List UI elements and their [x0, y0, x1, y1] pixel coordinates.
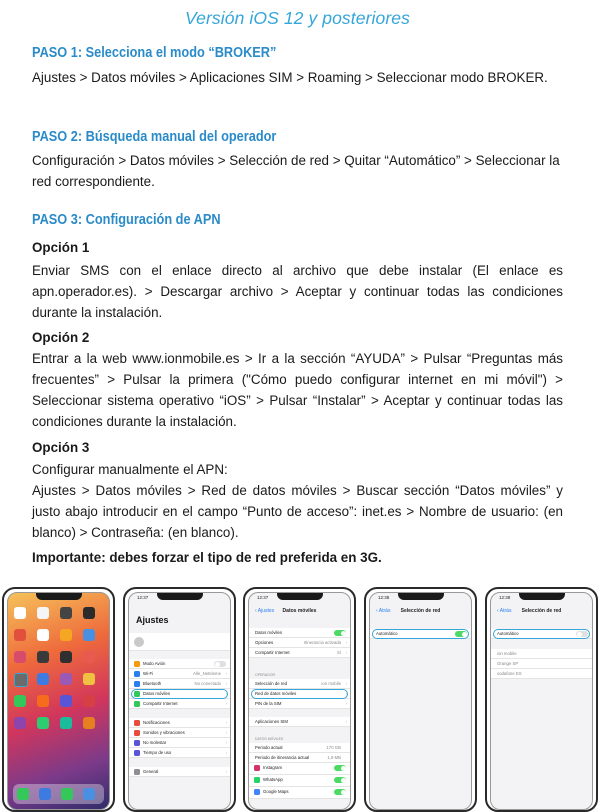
row-current-period: [249, 743, 350, 753]
step2-title: PASO 2: Búsqueda manual del operador: [32, 129, 277, 145]
status-time: 12:37: [137, 595, 149, 600]
option2-title: Opción 2: [32, 330, 90, 345]
nav-title: Selección de red: [400, 608, 441, 614]
row-label: Google Maps: [263, 789, 289, 794]
roaming-period-value: 1,8 MB: [327, 755, 341, 760]
chevron-right-icon: ›: [225, 720, 227, 725]
row-label: Datos móviles: [143, 691, 170, 696]
phone-notch: [398, 593, 444, 600]
settings-highlight-icon[interactable]: [14, 673, 28, 687]
status-time: 12:38: [378, 595, 390, 600]
phone-app-icon[interactable]: [17, 788, 29, 800]
back-label: Atrás: [499, 608, 512, 614]
home-screen-wallpaper: [7, 592, 110, 810]
row-label: PIN de la SIM: [255, 701, 282, 706]
network-option-3[interactable]: [491, 669, 592, 679]
row-label: Periodo de itinerancia actual: [255, 755, 310, 760]
automatic-highlight: [372, 629, 469, 639]
row-label: Compartir Internet: [143, 701, 178, 706]
notes-app-icon[interactable]: [37, 629, 49, 641]
phone-notch: [36, 593, 82, 600]
step3-title: PASO 3: Configuración de APN: [32, 212, 221, 228]
news-app-icon[interactable]: [83, 695, 95, 707]
row-label: Wi-Fi: [143, 671, 154, 676]
row-options[interactable]: [249, 638, 350, 648]
cellular-network-highlight: [251, 689, 348, 699]
status-time: 12:38: [499, 595, 511, 600]
row-share-internet[interactable]: [249, 648, 350, 658]
row-label: Notificaciones: [143, 720, 170, 725]
row-label: Opciones: [255, 640, 274, 645]
row-sounds[interactable]: [129, 728, 230, 738]
row-label: Bluetooth: [143, 681, 162, 686]
row-roaming-period: [249, 753, 350, 763]
notifications-icon: [134, 720, 140, 726]
nav-bar: [497, 608, 586, 614]
network-selection-manual-screen: [490, 592, 593, 810]
row-screen-time[interactable]: [129, 748, 230, 758]
automatic-highlight: [493, 629, 590, 639]
row-label: General: [143, 769, 159, 774]
chevron-right-icon: ›: [345, 701, 347, 706]
profile-row[interactable]: [129, 633, 230, 651]
row-label: Aplicaciones SIM: [255, 719, 288, 724]
bluetooth-value: No conectado: [194, 681, 221, 686]
calendar-app-icon[interactable]: [14, 607, 26, 619]
phone-mobile-data: [243, 587, 356, 812]
row-bluetooth[interactable]: [129, 679, 230, 689]
settings-screen: [128, 592, 231, 810]
chevron-right-icon: ›: [345, 719, 347, 724]
nav-bar: [255, 608, 344, 614]
option1-title: Opción 1: [32, 240, 90, 255]
phone-network-manual: [485, 587, 598, 812]
current-period-value: 170 GB: [326, 745, 341, 750]
option3-text: Ajustes > Datos móviles > Red de datos móviles > Buscar sección “Datos móviles” y justo abajo introducir en el campo “Punto de acceso”: inet.es > Nombre de usuario: (en blanco) > Contraseña: (en blanco).: [32, 483, 563, 540]
mobile-data-toggle[interactable]: [334, 630, 346, 636]
share-value: Sí: [336, 650, 341, 655]
safari-app-icon[interactable]: [39, 788, 51, 800]
instagram-toggle[interactable]: [334, 765, 346, 771]
maps-toggle[interactable]: [334, 789, 346, 795]
reminders-app-icon[interactable]: [60, 629, 72, 641]
network-value: ion mobile: [321, 681, 341, 686]
section-operator: OPERADOR: [255, 673, 276, 677]
mail-app-icon[interactable]: [83, 788, 95, 800]
chevron-right-icon: ›: [225, 730, 227, 735]
bluetooth-icon: [134, 681, 140, 687]
row-sim-pin[interactable]: [249, 699, 350, 709]
row-label: WhatsApp: [263, 777, 283, 782]
row-label: Periodo actual: [255, 745, 283, 750]
books-app-icon[interactable]: [37, 695, 49, 707]
camera-app-icon[interactable]: [60, 607, 72, 619]
row-do-not-disturb[interactable]: [129, 738, 230, 748]
tv-app-icon[interactable]: [60, 695, 72, 707]
settings-title: Ajustes: [136, 615, 169, 625]
document-title: Versión iOS 12 y posteriores: [185, 8, 410, 28]
back-button[interactable]: ‹ Atrás: [497, 608, 512, 614]
back-label: Ajustes: [257, 608, 275, 614]
chevron-right-icon: ›: [225, 740, 227, 745]
options-value: Itinerancia activada: [303, 640, 341, 645]
airplane-icon: [134, 661, 140, 667]
phone-network-auto: [364, 587, 477, 812]
mobile-data-screen: [248, 592, 351, 810]
music-app-icon[interactable]: [83, 651, 95, 663]
app-store-icon[interactable]: [37, 673, 49, 685]
network-option-1[interactable]: [491, 649, 592, 659]
wifi-icon: [134, 671, 140, 677]
important-note: Importante: debes forzar el tipo de red preferida en 3G.: [32, 550, 382, 565]
avatar: [134, 637, 144, 647]
gear-icon: [134, 769, 140, 775]
airplane-toggle[interactable]: [214, 661, 226, 667]
option1-text: Enviar SMS con el enlace directo al archivo que debe instalar (El enlace es apn.operador.es). > Descargar archivo > Aceptar y continuar todas las condiciones durante la instalación.: [32, 263, 563, 320]
hotspot-icon: [134, 701, 140, 707]
maps-icon: [254, 789, 260, 795]
chevron-right-icon: ›: [345, 691, 347, 696]
shortcuts-app-icon[interactable]: [14, 717, 26, 729]
podcasts-app-icon[interactable]: [60, 673, 72, 685]
network-option-2[interactable]: [491, 659, 592, 669]
row-label: Automático: [376, 631, 398, 636]
itunes-app-icon[interactable]: [14, 651, 26, 663]
facetime-app-icon[interactable]: [14, 695, 26, 707]
hourglass-icon: [134, 750, 140, 756]
phone-home-screen: [2, 587, 115, 812]
wallet-app-icon[interactable]: [60, 651, 72, 663]
moon-icon: [134, 740, 140, 746]
row-label: Tiempo de uso: [143, 750, 172, 755]
phone-notch: [157, 593, 203, 600]
back-label: Atrás: [378, 608, 391, 614]
section-mobile-data: DATOS MÓVILES: [255, 737, 284, 741]
back-button[interactable]: ‹ Atrás: [376, 608, 391, 614]
settings-app-icon[interactable]: [37, 651, 49, 663]
chevron-right-icon: ›: [345, 681, 347, 686]
chevron-right-icon: ›: [225, 681, 227, 686]
chevron-right-icon: ›: [225, 769, 227, 774]
chevron-right-icon: ›: [225, 701, 227, 706]
weather-app-icon[interactable]: [83, 629, 95, 641]
step1-title: PASO 1: Selecciona el modo “BROKER”: [32, 45, 277, 61]
option3-intro: Configurar manualmente el APN:: [32, 462, 228, 477]
sounds-icon: [134, 730, 140, 736]
row-label: No molestar: [143, 740, 167, 745]
phone-notch: [277, 593, 323, 600]
row-network-selection[interactable]: [249, 679, 350, 689]
nav-bar: [376, 608, 465, 614]
row-label: Red de datos móviles: [255, 691, 297, 696]
nav-title: Selección de red: [521, 608, 562, 614]
wifi-value: Alle_Neteleme: [193, 671, 221, 676]
option3-title: Opción 3: [32, 440, 90, 455]
status-time: 12:37: [257, 595, 269, 600]
whatsapp-icon: [254, 777, 260, 783]
row-app-instagram[interactable]: [249, 763, 350, 775]
chevron-right-icon: ›: [345, 650, 347, 655]
row-label: Instagram: [263, 765, 283, 770]
clock-app-icon[interactable]: [83, 607, 95, 619]
pdf-app-icon[interactable]: [14, 629, 26, 641]
step1-text: Ajustes > Datos móviles > Aplicaciones SIM > Roaming > Seleccionar modo BROKER.: [32, 70, 548, 85]
network-label: ion mobile: [497, 651, 517, 656]
row-sim-apps[interactable]: [249, 717, 350, 727]
row-label: Sonidos y vibraciones: [143, 730, 185, 735]
chevron-right-icon: ›: [345, 640, 347, 645]
row-notifications[interactable]: [129, 718, 230, 728]
row-wifi[interactable]: [129, 669, 230, 679]
chevron-right-icon: ›: [225, 691, 227, 696]
find-my-app-icon[interactable]: [37, 717, 49, 729]
back-button[interactable]: ‹ Ajustes: [255, 608, 275, 614]
row-airplane-mode[interactable]: [129, 659, 230, 669]
row-label: Automático: [497, 631, 519, 636]
chevron-right-icon: ›: [225, 671, 227, 676]
phone-settings: [123, 587, 236, 812]
network-label: Orange SP: [497, 661, 519, 666]
nav-title: Datos móviles: [282, 608, 317, 614]
mobile-data-highlight: [131, 689, 228, 699]
row-hotspot[interactable]: [129, 699, 230, 709]
phone-notch: [519, 593, 565, 600]
row-app-google-maps[interactable]: [249, 787, 350, 799]
photos-app-icon[interactable]: [37, 607, 49, 619]
dock: [13, 784, 104, 804]
row-label: Compartir Internet: [255, 650, 290, 655]
chevron-right-icon: ›: [225, 750, 227, 755]
step2-text: Configuración > Datos móviles > Selección de red > Quitar “Automático” > Seleccionar la red correspondiente.: [32, 153, 560, 189]
row-label: Datos móviles: [255, 630, 282, 635]
row-label: Modo Avión: [143, 661, 166, 666]
network-label: vodafone ES: [497, 671, 522, 676]
maps-app-icon[interactable]: [60, 717, 72, 729]
row-label: Selección de red: [255, 681, 288, 686]
option2-text: Entrar a la web www.ionmobile.es > Ir a la sección “AYUDA” > Pulsar “Preguntas más frecuentes” > Pulsar la primera ("Cómo puedo configurar internet en mi móvil") > Seleccionar sistema operativo “iOS” > Pulsar “Instalar” > Aceptar y continuar todas las condiciones durante la instalación.: [32, 351, 563, 429]
instagram-icon: [254, 765, 260, 771]
files-app-icon[interactable]: [83, 673, 95, 685]
whatsapp-toggle[interactable]: [334, 777, 346, 783]
network-selection-screen: [369, 592, 472, 810]
messages-app-icon[interactable]: [61, 788, 73, 800]
row-app-whatsapp[interactable]: [249, 775, 350, 787]
row-mobile-data-toggle[interactable]: [249, 628, 350, 638]
row-general[interactable]: [129, 767, 230, 777]
home-app-icon[interactable]: [83, 717, 95, 729]
